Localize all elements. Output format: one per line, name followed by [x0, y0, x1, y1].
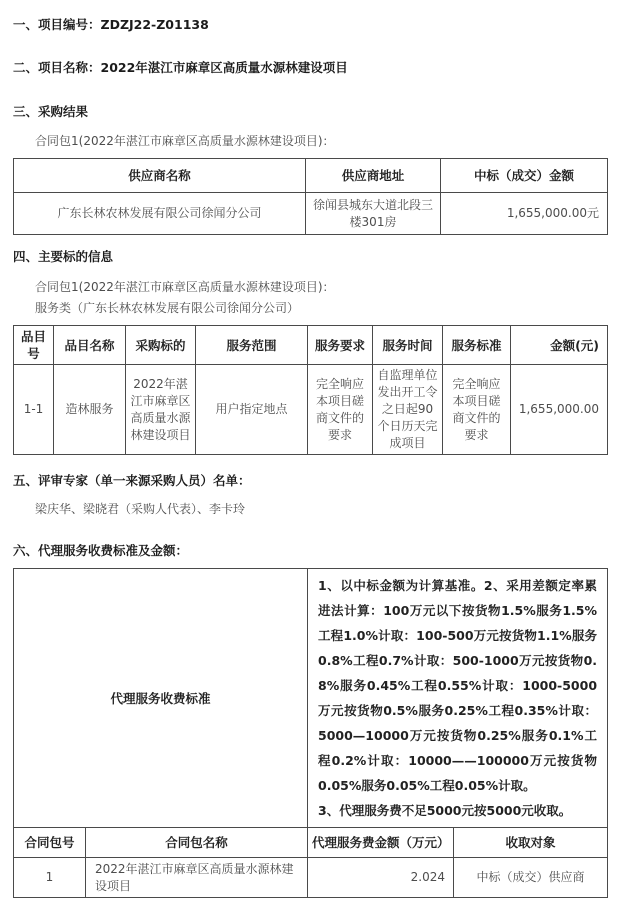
item-name-header: 品目名称 — [54, 326, 126, 365]
amount-header: 金额(元) — [511, 326, 608, 365]
amount-cell: 1,655,000.00 — [511, 365, 608, 455]
package-name-header: 合同包名称 — [86, 828, 308, 858]
service-standard-cell: 完全响应本项目磋商文件的要求 — [443, 365, 511, 455]
section-agency-fee-heading: 六、代理服务收费标准及金额： — [13, 543, 189, 558]
item-name-cell: 造林服务 — [54, 365, 126, 455]
supplier-name-cell: 广东长林农林发展有限公司徐闻分公司 — [14, 193, 306, 235]
service-scope-cell: 用户指定地点 — [196, 365, 308, 455]
subject-table-row — [14, 365, 608, 455]
procurement-target-cell: 2022年湛江市麻章区高质量水源林建设项目 — [126, 365, 196, 455]
service-requirement-cell: 完全响应本项目磋商文件的要求 — [308, 365, 373, 455]
supplier-address-cell: 徐闻县城东大道北段三楼301房 — [306, 193, 441, 235]
agency-fee-table — [13, 568, 608, 898]
fee-standard-text-cell — [308, 569, 608, 828]
item-no-header: 品目号 — [14, 326, 54, 365]
section-procurement-result-heading: 三、采购结果 — [13, 104, 89, 119]
supplier-table-row — [14, 193, 608, 235]
agency-fee-amount-cell: 2.024 — [308, 858, 454, 898]
fee-standard-text-part1: 1、以中标金额为计算基准。2、采用差额定率累进法计算：100万元以下按货物1.5%服务1.5%工程1.0%计取：100-500万元按货物1.1%服务0.8%工程0.7%计取：500-1000万元按货物0.8%服务0.45%工程0.55%计取：1000-5000万元按货物0.5%服务0.25%工程0.35%计取：5000—10000万元按货物0.25%服务0.1%工程0.2%计取：10000——100000万元按货物0.05%服务0.05%工程0.05%计取。 — [318, 578, 598, 793]
section-project-name-heading: 二、项目名称：2022年湛江市麻章区高质量水源林建设项目 — [13, 60, 348, 75]
package-no-cell: 1 — [14, 858, 86, 898]
subject-table-header-row — [14, 326, 608, 365]
award-amount-cell: 1,655,000.00元 — [441, 193, 608, 235]
fee-payer-cell: 中标（成交）供应商 — [454, 858, 608, 898]
award-amount-header: 中标（成交）金额 — [441, 159, 608, 193]
section-main-subject-heading: 四、主要标的信息 — [13, 249, 114, 264]
package-no-header: 合同包号 — [14, 828, 86, 858]
agency-fee-amount-header: 代理服务费金额（万元） — [308, 828, 454, 858]
fee-payer-header: 收取对象 — [454, 828, 608, 858]
supplier-name-header: 供应商名称 — [14, 159, 306, 193]
subject-category-line: 服务类（广东长林农林发展有限公司徐闻分公司） — [35, 301, 300, 315]
expert-names-line: 梁庆华、梁晓君（采购人代表）、李卡玲 — [35, 502, 246, 516]
result-package-line: 合同包1(2022年湛江市麻章区高质量水源林建设项目)： — [35, 134, 335, 148]
section-experts-heading: 五、评审专家（单一来源采购人员）名单： — [13, 473, 251, 488]
package-name-cell: 2022年湛江市麻章区高质量水源林建设项目 — [86, 858, 308, 898]
service-time-cell: 自监理单位发出开工令之日起90个日历天完成项目 — [373, 365, 443, 455]
service-requirement-header: 服务要求 — [308, 326, 373, 365]
service-scope-header: 服务范围 — [196, 326, 308, 365]
item-no-cell: 1-1 — [14, 365, 54, 455]
fee-standard-label-cell: 代理服务收费标准 — [14, 569, 308, 828]
service-time-header: 服务时间 — [373, 326, 443, 365]
subject-package-line: 合同包1(2022年湛江市麻章区高质量水源林建设项目)： — [35, 280, 335, 294]
fee-standard-text-part2: 3、代理服务费不足5000元按5000元收取。 — [318, 803, 572, 818]
service-standard-header: 服务标准 — [443, 326, 511, 365]
subject-matter-table — [13, 325, 608, 455]
procurement-target-header: 采购标的 — [126, 326, 196, 365]
section-project-number-heading: 一、项目编号：ZDZJ22-Z01138 — [13, 17, 209, 32]
fee-standard-row — [14, 569, 608, 828]
supplier-address-header: 供应商地址 — [306, 159, 441, 193]
supplier-table-header-row — [14, 159, 608, 193]
fee-table-header-row — [14, 828, 608, 858]
supplier-table — [13, 158, 608, 235]
fee-table-row — [14, 858, 608, 898]
